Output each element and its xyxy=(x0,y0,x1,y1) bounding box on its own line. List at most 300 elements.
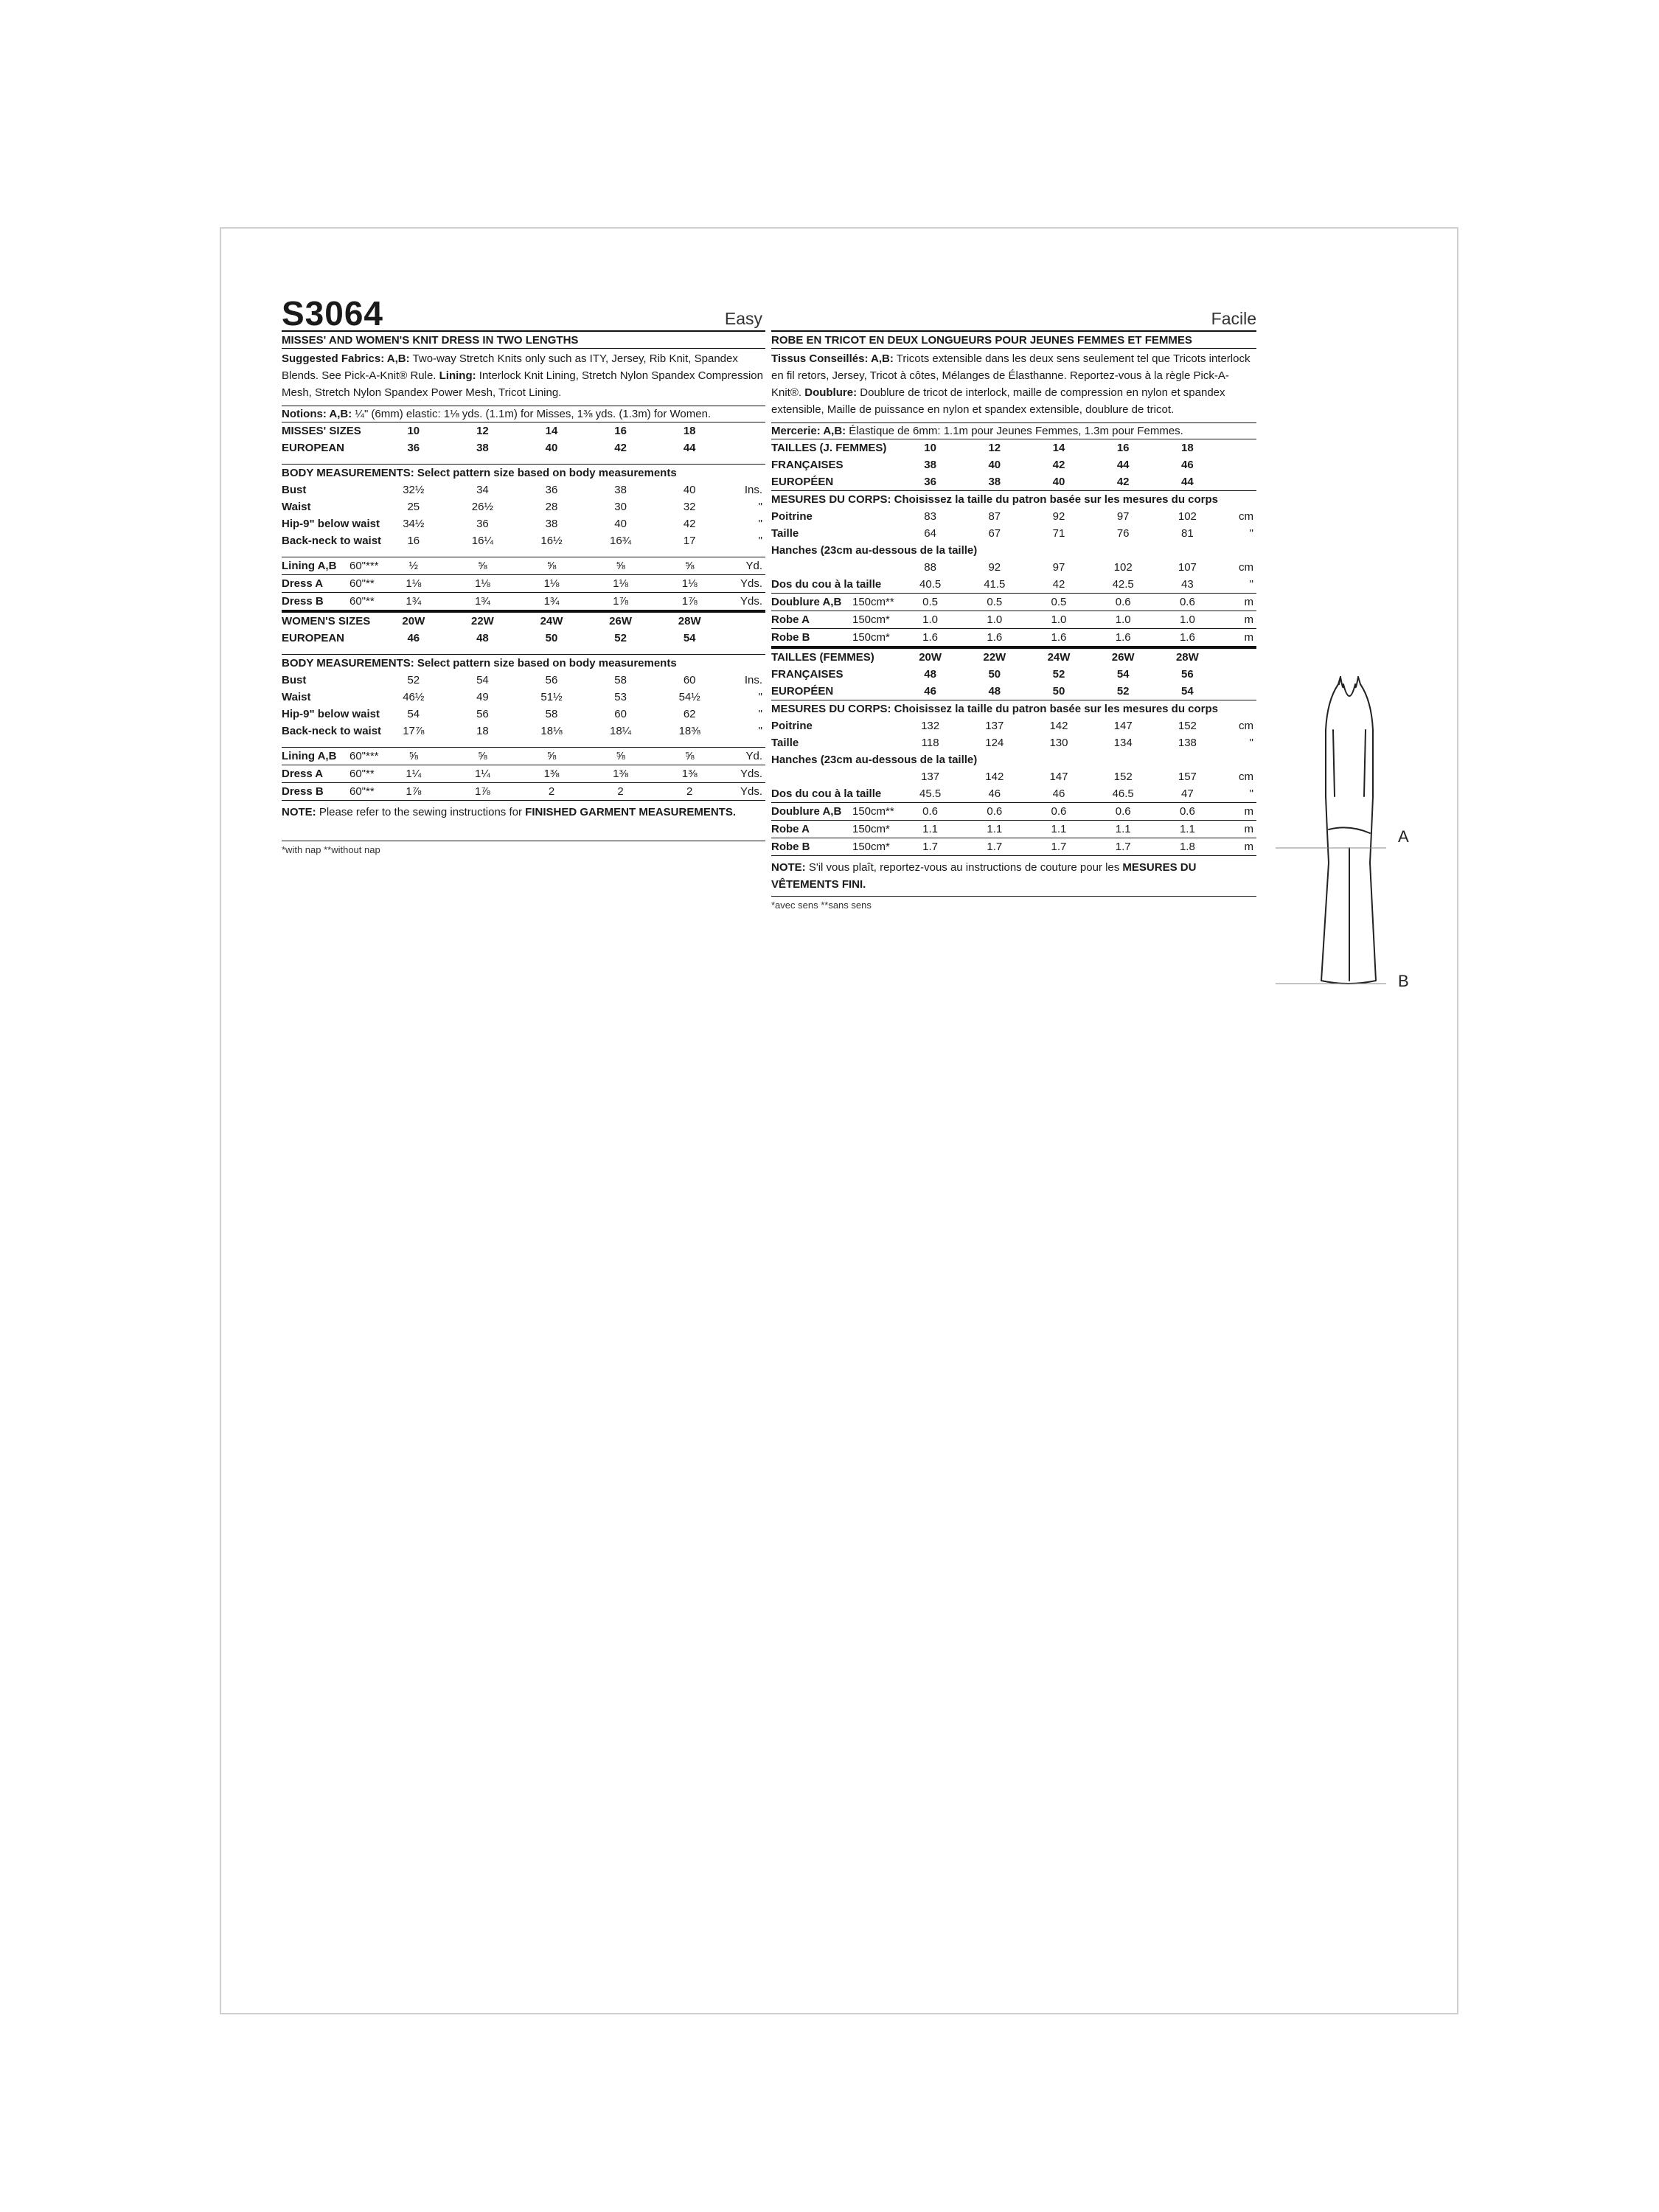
value-cell: 88 xyxy=(924,561,936,574)
row-label: Poitrine xyxy=(771,720,813,732)
nap-footnote-fr: *avec sens **sans sens xyxy=(771,900,872,911)
english-column xyxy=(282,294,765,855)
value-cell: 1.8 xyxy=(1179,841,1195,853)
table-row xyxy=(282,439,765,456)
dress-shoulder-right xyxy=(1355,677,1358,687)
value-cell: 1⅞ xyxy=(586,593,655,612)
value-cell: 1.6 xyxy=(1155,629,1220,648)
notions-label: Mercerie: A,B: xyxy=(771,425,846,437)
value-cell: 1⅛ xyxy=(448,575,518,593)
size-cell: 20W xyxy=(919,651,942,664)
size-cell: 10 xyxy=(407,425,420,437)
value-cell: 1.1 xyxy=(962,821,1026,838)
value-cell: 1⅛ xyxy=(379,575,448,593)
unit-cell: m xyxy=(1220,611,1256,629)
row-label: Dress B xyxy=(282,593,349,612)
finished-measurements-note xyxy=(282,800,765,841)
english-header xyxy=(282,294,765,333)
value-cell: 1⅛ xyxy=(655,575,724,593)
unit-cell: m xyxy=(1220,803,1256,821)
size-cell: 14 xyxy=(545,425,558,437)
value-cell: 0.6 xyxy=(1026,803,1091,821)
row-label: Dress A xyxy=(282,575,349,593)
women-sizes-label: TAILLES (FEMMES) xyxy=(771,651,874,664)
unit-cell: cm xyxy=(1239,510,1253,523)
empty-cell xyxy=(724,611,765,630)
size-cell: 14 xyxy=(1052,442,1065,454)
value-cell: ⅝ xyxy=(379,748,448,765)
size-cell: 50 xyxy=(1026,683,1091,700)
value-cell: 1⅞ xyxy=(655,593,724,612)
table-row xyxy=(771,525,1256,542)
french-size-table xyxy=(771,439,1256,855)
size-cell: 40 xyxy=(1026,473,1091,491)
table-row xyxy=(771,647,1256,666)
empty-cell xyxy=(771,768,898,785)
value-cell: 152 xyxy=(1113,771,1133,783)
value-cell: 1.0 xyxy=(898,611,962,629)
value-cell: 0.6 xyxy=(1091,803,1155,821)
value-cell: ⅝ xyxy=(586,557,655,575)
table-row xyxy=(771,559,1256,576)
note-bold: FINISHED GARMENT MEASUREMENTS. xyxy=(525,806,736,818)
value-cell: 49 xyxy=(476,691,489,703)
value-cell: 0.5 xyxy=(1026,594,1091,611)
value-cell: 26½ xyxy=(471,501,493,513)
table-row xyxy=(771,508,1256,525)
value-cell: 38 xyxy=(545,518,558,530)
value-cell: 18 xyxy=(476,725,489,737)
fabric-width: 150cm* xyxy=(852,821,898,838)
unit-cell: cm xyxy=(1239,771,1253,783)
pattern-number: S3064 xyxy=(282,294,384,333)
value-cell: 1¼ xyxy=(448,765,518,783)
empty-cell xyxy=(1220,683,1256,700)
value-cell: 1.1 xyxy=(1155,821,1220,838)
label-a: A xyxy=(1398,827,1409,846)
value-cell: ⅝ xyxy=(448,748,518,765)
size-cell: 22W xyxy=(470,615,494,627)
value-cell: 1.0 xyxy=(1091,611,1155,629)
unit-cell: m xyxy=(1220,594,1256,611)
value-cell: 38 xyxy=(614,484,627,496)
fabric-width: 150cm* xyxy=(852,611,898,629)
value-cell: 1.7 xyxy=(1115,841,1131,853)
unit-cell: Yd. xyxy=(724,557,765,575)
size-cell: 56 xyxy=(1181,668,1194,681)
table-row xyxy=(282,723,765,740)
value-cell: 0.5 xyxy=(962,594,1026,611)
fabrics-text: Tricots extensible dans les deux sens seulement tel que Tricots interlock en fil retors, Jersey, Tricot à côtes, Mélanges de Élasthanne. Reportez-vous à la règle Pick-A-Knit®. xyxy=(771,352,1251,399)
value-cell: 76 xyxy=(1116,527,1130,540)
value-cell: 18¼ xyxy=(609,725,632,737)
value-cell: 1⅜ xyxy=(586,765,655,783)
notions xyxy=(282,406,765,422)
value-cell: 1.7 xyxy=(1051,841,1067,853)
row-label: Doublure A,B xyxy=(771,803,852,821)
notions-fr xyxy=(771,423,1256,439)
lining-label: Doublure: xyxy=(804,386,858,399)
dress-waist-seam xyxy=(1329,827,1370,833)
value-cell: 47 xyxy=(1155,785,1220,803)
body-measurements-heading: MESURES DU CORPS: Choisissez la taille du patron basée sur les mesures du corps xyxy=(771,703,1219,715)
unit-cell: " xyxy=(758,708,762,720)
size-cell: 48 xyxy=(924,668,936,681)
pattern-title: MISSES' AND WOMEN'S KNIT DRESS IN TWO LENGTHS xyxy=(282,332,765,349)
value-cell: 42.5 xyxy=(1091,576,1155,594)
francaises-label: FRANÇAISES xyxy=(771,668,844,681)
value-cell: 36 xyxy=(476,518,489,530)
row-label: Hip-9" below waist xyxy=(282,708,380,720)
unit-cell: Yds. xyxy=(724,575,765,593)
fabric-width: 60"** xyxy=(349,785,375,798)
size-cell: 44 xyxy=(683,442,696,454)
fabric-width: 150cm** xyxy=(852,594,898,611)
value-cell: 60 xyxy=(683,674,696,686)
size-cell: 44 xyxy=(1155,473,1220,491)
table-row xyxy=(771,542,1256,559)
row-label: Robe B xyxy=(771,841,810,853)
value-cell: 16½ xyxy=(540,535,563,547)
unit-cell: Yds. xyxy=(724,765,765,783)
unit-cell: Ins. xyxy=(744,674,762,686)
francaises-label: FRANÇAISES xyxy=(771,459,844,471)
table-row xyxy=(771,456,1256,473)
unit-cell: m xyxy=(1220,821,1256,838)
value-cell: 53 xyxy=(614,691,627,703)
unit-cell: cm xyxy=(1239,720,1253,732)
value-cell: 54½ xyxy=(678,691,700,703)
value-cell: 58 xyxy=(545,708,558,720)
table-row xyxy=(282,575,765,593)
fabrics-text: Two-way Stretch Knits only such as ITY, Jersey, Rib Knit, Spandex Blends. See Pick-A-Knit® Rule. xyxy=(282,352,738,382)
size-cell: 48 xyxy=(476,632,489,644)
empty-cell xyxy=(1220,666,1256,683)
row-label: Hip-9" below waist xyxy=(282,518,380,530)
size-cell: 12 xyxy=(476,425,489,437)
table-row xyxy=(282,481,765,498)
table-row xyxy=(282,689,765,706)
lining-text: Doublure de tricot de interlock, maille de compression en nylon et spandex extensible, Maille de puissance en nylon et spandex extensible, doublure de tricot. xyxy=(771,386,1225,416)
lining-text: Interlock Knit Lining, Stretch Nylon Spandex Compression Mesh, Stretch Nylon Spandex Power Mesh, Tricot Lining. xyxy=(282,369,763,399)
value-cell: 18⅛ xyxy=(540,725,563,737)
fabric-width: 60"** xyxy=(349,765,379,783)
table-row xyxy=(282,498,765,515)
body-measurements-heading: MESURES DU CORPS: Choisissez la taille du patron basée sur les mesures du corps xyxy=(771,493,1219,506)
value-cell: 1.0 xyxy=(962,611,1026,629)
value-cell: 16¾ xyxy=(609,535,632,547)
size-cell: 42 xyxy=(614,442,627,454)
value-cell: 34 xyxy=(476,484,489,496)
european-label: EUROPEAN xyxy=(282,442,345,454)
table-row xyxy=(771,611,1256,629)
fabric-width: 60"*** xyxy=(349,557,379,575)
row-label: Doublure A,B xyxy=(771,594,852,611)
value-cell: 1.6 xyxy=(1091,629,1155,648)
table-row xyxy=(771,734,1256,751)
size-cell: 46 xyxy=(1181,459,1194,471)
value-cell: 1¾ xyxy=(379,593,448,612)
value-cell: 30 xyxy=(614,501,627,513)
table-row xyxy=(282,748,765,765)
value-cell: 1.7 xyxy=(987,841,1003,853)
table-row xyxy=(771,785,1256,803)
note-bold: MESURES DU VÊTEMENTS FINI. xyxy=(771,861,1197,891)
table-row xyxy=(771,576,1256,594)
size-cell: 24W xyxy=(540,615,563,627)
french-header xyxy=(771,298,1256,332)
size-cell: 54 xyxy=(1155,683,1220,700)
value-cell: 132 xyxy=(921,720,940,732)
value-cell: ⅝ xyxy=(655,557,724,575)
difficulty-level-fr: Facile xyxy=(1211,309,1256,328)
unit-cell: m xyxy=(1220,629,1256,648)
note-label: NOTE: xyxy=(282,806,316,818)
spacer-row xyxy=(282,456,765,465)
value-cell: 45.5 xyxy=(898,785,962,803)
empty-cell xyxy=(724,439,765,456)
note-label: NOTE: xyxy=(771,861,806,874)
row-label: Taille xyxy=(771,737,799,749)
value-cell: 42 xyxy=(1026,576,1091,594)
unit-cell: " xyxy=(758,725,762,737)
table-row xyxy=(771,683,1256,700)
value-cell: 71 xyxy=(1052,527,1065,540)
value-cell: 46.5 xyxy=(1091,785,1155,803)
body-measurements-heading: BODY MEASUREMENTS: Select pattern size based on body measurements xyxy=(282,657,677,669)
value-cell: 25 xyxy=(407,501,420,513)
value-cell: 51½ xyxy=(540,691,563,703)
table-row xyxy=(282,465,765,482)
misses-sizes-label: MISSES' SIZES xyxy=(282,425,361,437)
row-label: Waist xyxy=(282,691,311,703)
size-cell: 42 xyxy=(1052,459,1065,471)
value-cell: 46½ xyxy=(403,691,425,703)
row-label: Lining A,B xyxy=(282,748,349,765)
value-cell: 60 xyxy=(614,708,627,720)
size-cell: 54 xyxy=(1116,668,1130,681)
spacer xyxy=(282,647,765,655)
row-label: Robe B xyxy=(771,629,852,648)
size-cell: 38 xyxy=(962,473,1026,491)
value-cell: 152 xyxy=(1178,720,1197,732)
row-label: Waist xyxy=(282,501,311,513)
europeen-label: EUROPÉEN xyxy=(771,473,898,491)
fabric-width: 60"** xyxy=(349,575,379,593)
value-cell: 2 xyxy=(686,785,693,798)
size-cell: 10 xyxy=(924,442,936,454)
size-cell: 12 xyxy=(988,442,1001,454)
body-measurements-heading: BODY MEASUREMENTS: Select pattern size based on body measurements xyxy=(282,467,677,479)
value-cell: 0.6 xyxy=(1155,594,1220,611)
value-cell: 1.6 xyxy=(1026,629,1091,648)
value-cell: 32½ xyxy=(403,484,425,496)
size-cell: 40 xyxy=(988,459,1001,471)
value-cell: 1.7 xyxy=(922,841,939,853)
value-cell: 16 xyxy=(407,535,420,547)
value-cell: 130 xyxy=(1049,737,1068,749)
unit-cell: " xyxy=(758,518,762,530)
value-cell: 124 xyxy=(985,737,1004,749)
value-cell: 56 xyxy=(476,708,489,720)
value-cell: 83 xyxy=(924,510,936,523)
spacer-row xyxy=(282,647,765,655)
hip-label: Hanches (23cm au-dessous de la taille) xyxy=(771,754,978,766)
table-row xyxy=(771,821,1256,838)
spacer xyxy=(282,549,765,557)
row-label: Dress B xyxy=(282,785,324,798)
value-cell: ⅝ xyxy=(517,748,586,765)
value-cell: 142 xyxy=(985,771,1004,783)
value-cell: 1.0 xyxy=(1155,611,1220,629)
value-cell: 1¼ xyxy=(379,765,448,783)
row-label: Robe A xyxy=(771,821,852,838)
value-cell: 138 xyxy=(1178,737,1197,749)
women-sizes-label: WOMEN'S SIZES xyxy=(282,615,371,627)
value-cell: 58 xyxy=(614,674,627,686)
row-label: Dos du cou à la taille xyxy=(771,576,898,594)
size-cell: 36 xyxy=(407,442,420,454)
size-cell: 42 xyxy=(1091,473,1155,491)
dress-shoulder-left xyxy=(1340,677,1343,687)
empty-cell xyxy=(1220,439,1256,456)
value-cell: 1¾ xyxy=(448,593,518,612)
size-cell: 26W xyxy=(1111,651,1135,664)
spacer xyxy=(282,456,765,465)
european-label: EUROPEAN xyxy=(282,632,345,644)
note-text: Please refer to the sewing instructions for xyxy=(316,806,526,818)
fabric-width: 150cm* xyxy=(852,841,890,853)
value-cell: 40.5 xyxy=(898,576,962,594)
value-cell: ½ xyxy=(379,557,448,575)
unit-cell: " xyxy=(1220,576,1256,594)
lining-label: Lining: xyxy=(439,369,476,382)
pattern-sheet xyxy=(220,227,1458,2014)
empty-cell xyxy=(1220,456,1256,473)
value-cell: 1⅛ xyxy=(586,575,655,593)
size-cell: 44 xyxy=(1116,459,1130,471)
value-cell: 52 xyxy=(407,674,420,686)
value-cell: 18⅜ xyxy=(678,725,700,737)
unit-cell: Ins. xyxy=(744,484,762,496)
dress-sketch xyxy=(1276,450,1420,1003)
table-row xyxy=(282,593,765,612)
unit-cell: m xyxy=(1244,841,1253,853)
value-cell: 92 xyxy=(1052,510,1065,523)
value-cell: 102 xyxy=(1113,561,1133,574)
value-cell: 46 xyxy=(1026,785,1091,803)
size-cell: 24W xyxy=(1047,651,1071,664)
row-label: Taille xyxy=(771,527,799,540)
unit-cell: " xyxy=(1249,527,1253,540)
value-cell: ⅝ xyxy=(586,748,655,765)
unit-cell: Yds. xyxy=(724,593,765,612)
row-label: Dress A xyxy=(282,765,349,783)
value-cell: 97 xyxy=(1116,510,1130,523)
label-b: B xyxy=(1398,972,1409,990)
value-cell: 34½ xyxy=(403,518,425,530)
value-cell: 102 xyxy=(1178,510,1197,523)
value-cell: 1⅜ xyxy=(517,765,586,783)
size-cell: 52 xyxy=(614,632,627,644)
table-row xyxy=(282,532,765,549)
value-cell: 41.5 xyxy=(962,576,1026,594)
europeen-label: EUROPÉEN xyxy=(771,683,898,700)
table-row xyxy=(771,439,1256,456)
value-cell: 0.6 xyxy=(1091,594,1155,611)
empty-cell xyxy=(1220,473,1256,491)
value-cell: 137 xyxy=(921,771,940,783)
value-cell: 1⅞ xyxy=(474,785,490,798)
unit-cell: Yds. xyxy=(740,785,762,798)
size-cell: 18 xyxy=(1181,442,1194,454)
row-label: Poitrine xyxy=(771,510,813,523)
table-row xyxy=(771,666,1256,683)
notions-label: Notions: A,B: xyxy=(282,408,352,420)
value-cell: 32 xyxy=(683,501,696,513)
value-cell: 67 xyxy=(988,527,1001,540)
value-cell: 1⅞ xyxy=(406,785,422,798)
size-cell: 52 xyxy=(1091,683,1155,700)
size-cell: 28W xyxy=(678,615,701,627)
dress-side-seam-right xyxy=(1364,730,1366,796)
table-row xyxy=(282,557,765,575)
value-cell: 118 xyxy=(921,737,939,749)
value-cell: 87 xyxy=(988,510,1001,523)
value-cell: 157 xyxy=(1178,771,1197,783)
notions-text: Élastique de 6mm: 1.1m pour Jeunes Femmes, 1.3m pour Femmes. xyxy=(846,425,1183,437)
fabrics-label: Tissus Conseillés: A,B: xyxy=(771,352,894,365)
value-cell: 1⅜ xyxy=(655,765,724,783)
table-row xyxy=(282,515,765,532)
size-cell: 18 xyxy=(683,425,696,437)
fabric-width: 60"*** xyxy=(349,748,379,765)
value-cell: 2 xyxy=(548,785,555,798)
value-cell: 142 xyxy=(1049,720,1068,732)
size-cell: 46 xyxy=(407,632,420,644)
size-cell: 36 xyxy=(898,473,962,491)
french-column xyxy=(771,298,1256,911)
hip-label: Hanches (23cm au-dessous de la taille) xyxy=(771,544,978,557)
value-cell: 16¼ xyxy=(471,535,493,547)
value-cell: 97 xyxy=(1052,561,1065,574)
row-label: Lining A,B xyxy=(282,557,349,575)
value-cell: 1¾ xyxy=(517,593,586,612)
unit-cell: Yd. xyxy=(724,748,765,765)
size-cell: 20W xyxy=(402,615,425,627)
table-row xyxy=(771,629,1256,648)
table-row xyxy=(282,783,765,801)
table-row xyxy=(282,706,765,723)
value-cell: 1.1 xyxy=(1026,821,1091,838)
value-cell: 1.0 xyxy=(1026,611,1091,629)
size-cell: 50 xyxy=(988,668,1001,681)
value-cell: 42 xyxy=(683,518,696,530)
value-cell: 137 xyxy=(985,720,1004,732)
empty-cell xyxy=(771,559,898,576)
value-cell: 40 xyxy=(683,484,696,496)
row-label: Dos du cou à la taille xyxy=(771,785,898,803)
table-row xyxy=(771,751,1256,768)
size-cell: 26W xyxy=(609,615,633,627)
table-row xyxy=(771,838,1256,856)
value-cell: 1.1 xyxy=(898,821,962,838)
value-cell: 147 xyxy=(1113,720,1133,732)
value-cell: 54 xyxy=(407,708,420,720)
table-row xyxy=(282,422,765,439)
finished-measurements-note-fr xyxy=(771,855,1256,897)
table-row xyxy=(282,611,765,630)
